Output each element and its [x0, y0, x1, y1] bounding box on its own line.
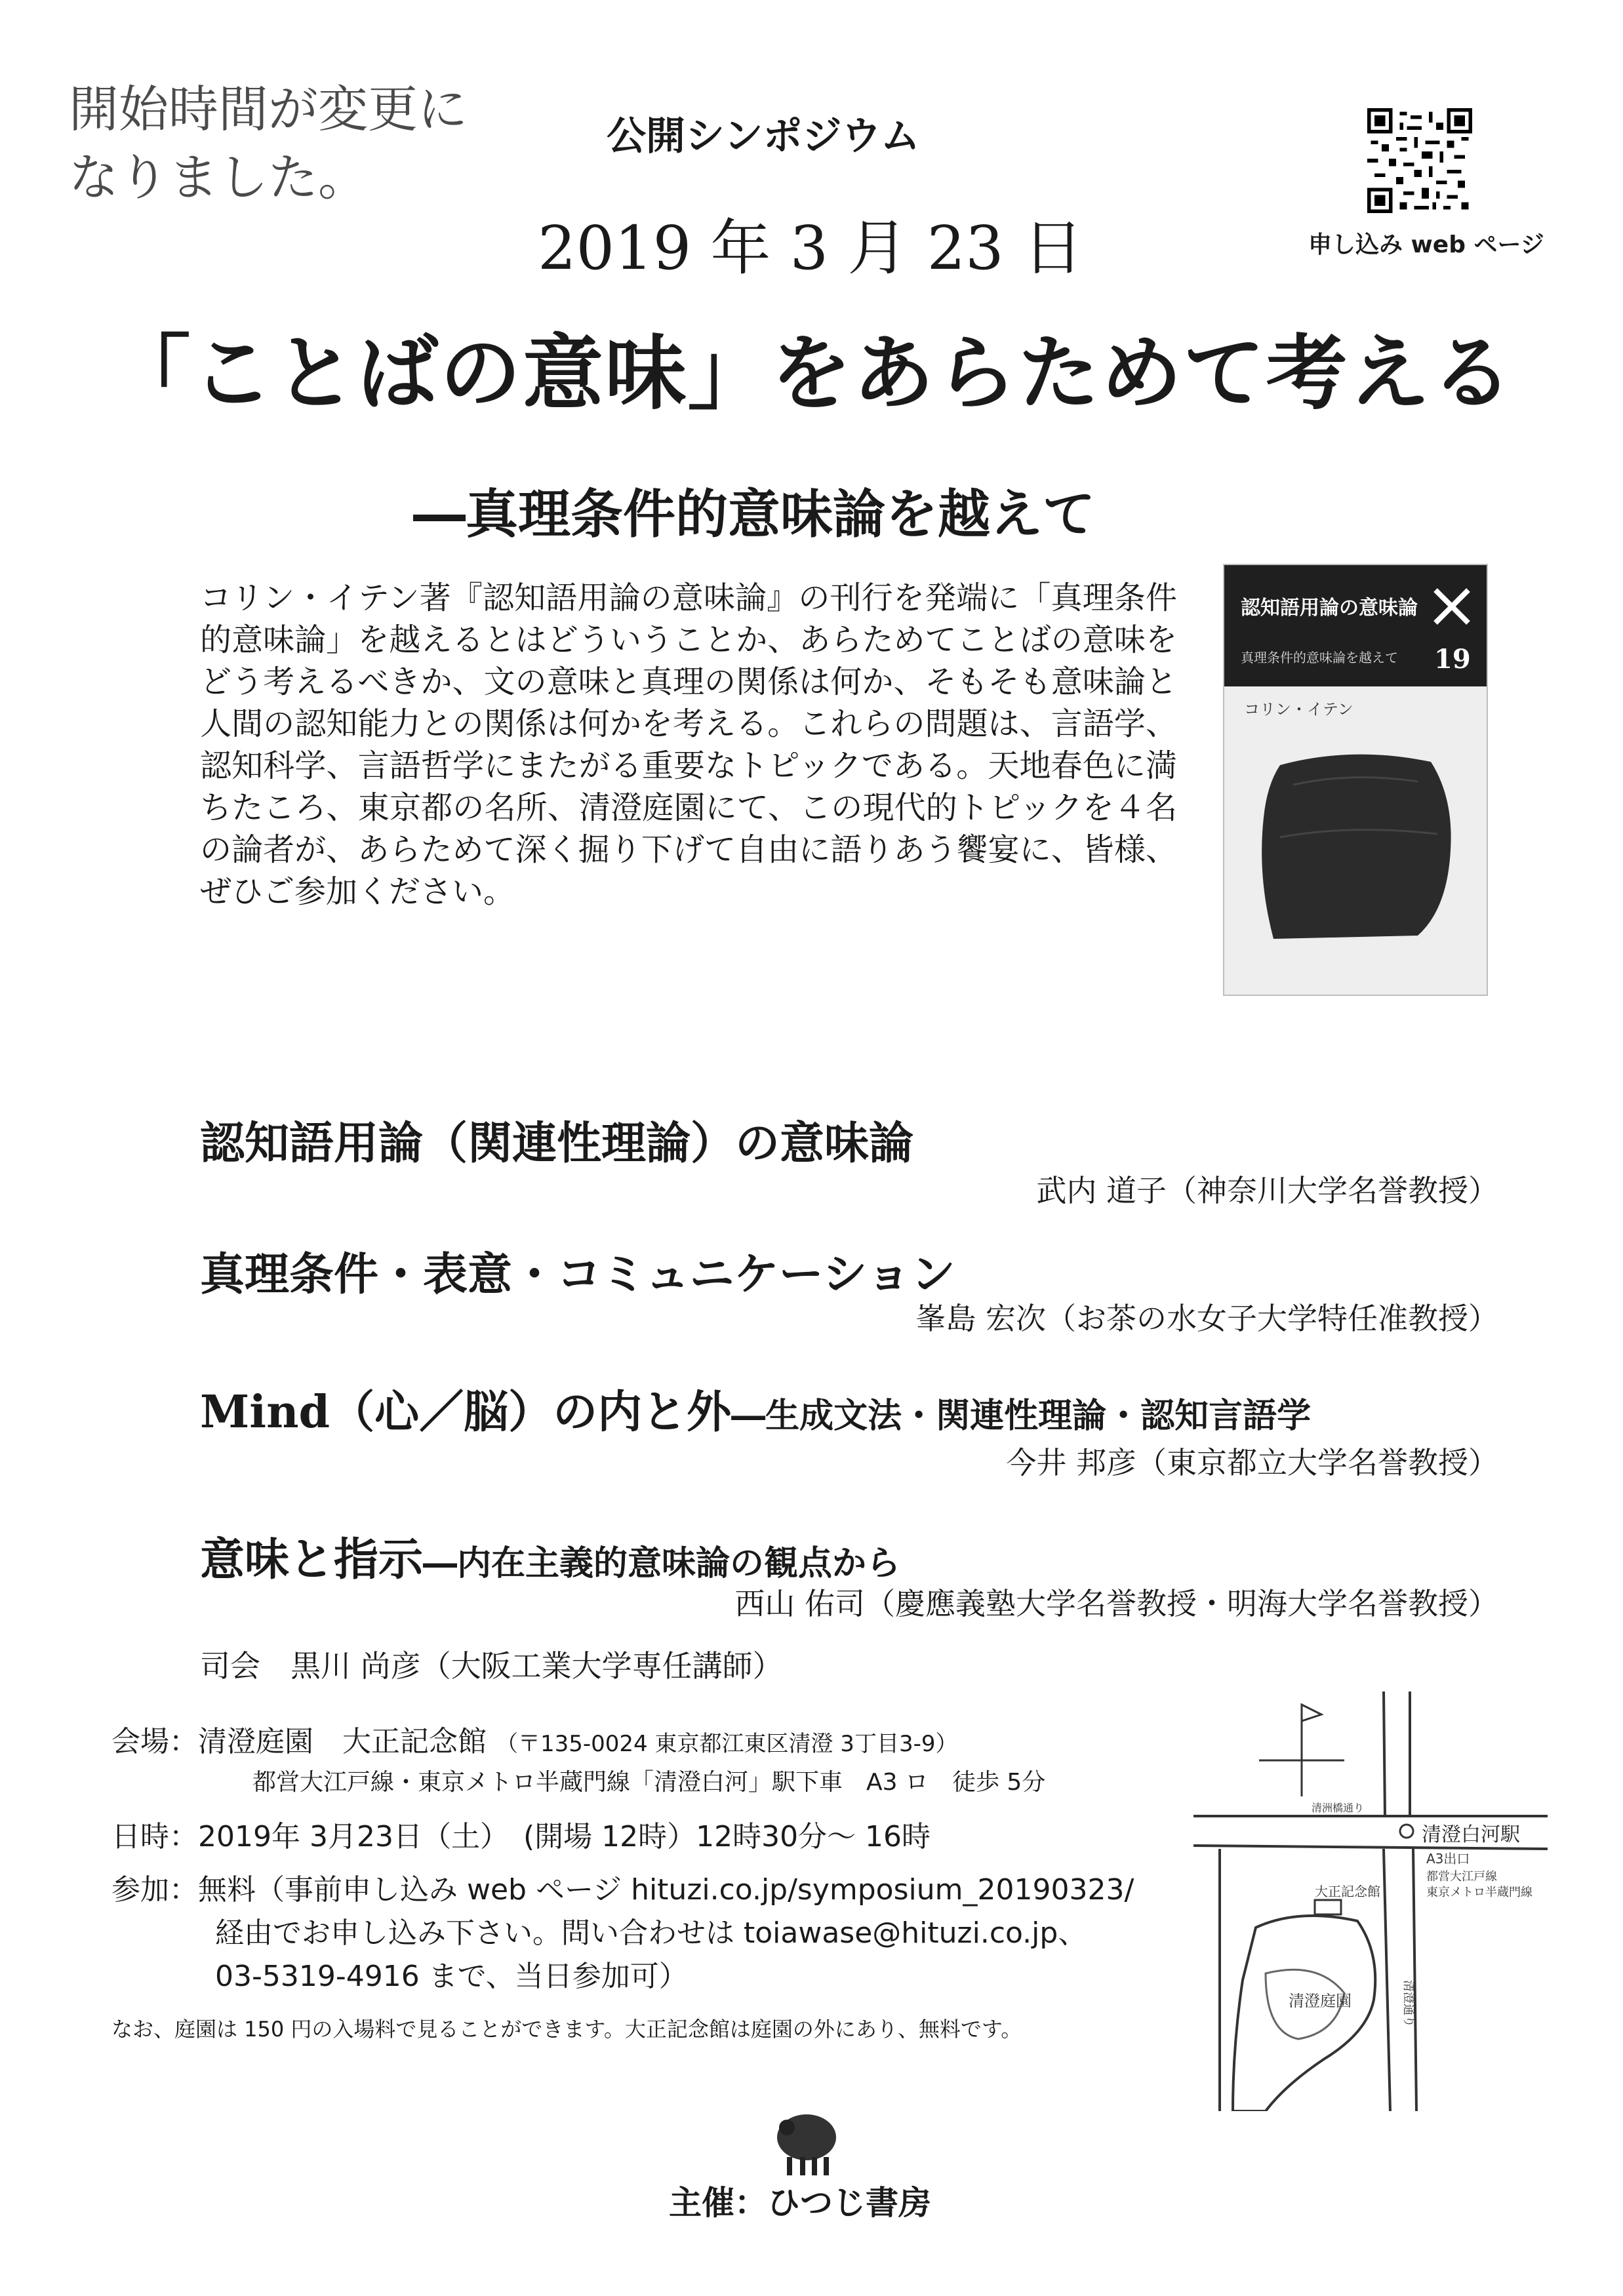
notice-line-2: なりました。 [69, 148, 368, 207]
map-hall-label: 大正記念館 [1315, 1884, 1380, 1899]
footnote: なお、庭園は 150 円の入場料で見ることができます。大正記念館は庭園の外にあり、無料です。 [111, 2017, 1022, 2042]
talk-4-title: 意味と指示 [200, 1534, 424, 1586]
qr-code-icon[interactable] [1367, 108, 1472, 213]
moderator: 司会 黒川 尚彦（大阪工業大学専任講師） [200, 1648, 783, 1684]
map-line1-label: 都営大江戸線 [1426, 1870, 1497, 1884]
talk-2-title: 真理条件・表意・コミュニケーション [200, 1249, 955, 1301]
hall-building [1315, 1900, 1341, 1914]
date-label: 日時： [111, 1820, 198, 1853]
book-subtitle: 真理条件的意味論を越えて [1241, 650, 1398, 665]
join-line-3: 03-5319-4916 まで、当日参加可） [215, 1960, 688, 1993]
event-type: 公開シンポジウム [607, 113, 920, 159]
venue-row [111, 1718, 957, 1760]
garden-area [1233, 1916, 1375, 2111]
map-exit-label: A3出口 [1426, 1851, 1470, 1867]
organizer: 主催：ひつじ書房 [669, 2184, 931, 2222]
intro-paragraph: コリン・イテン著『認知語用論の意味論』の刊行を発端に「真理条件的意味論」を越えるとはどういうことか、あらためてことばの意味をどう考えるべきか、文の意味と真理の関係は何か、そもそも意味論と人間の認知能力との関係は何かを考える。これらの問題は、言語学、認知科学、言語哲学にまたがる重要なトピックである。天地春色に満ちたころ、東京都の名所、清澄庭園にて、この現代的トピックを４名の論者が、あらためて深く掘り下げて自由に語りあう饗宴に、皆様、ぜひご参加ください。 [200, 580, 1177, 910]
book-volume: 19 [1434, 644, 1471, 675]
venue-address: （〒135-0024 東京都江東区清澄 3丁目3-9） [496, 1731, 958, 1757]
talk-2-speaker: 峯島 宏次（お茶の水女子大学特任准教授） [915, 1301, 1498, 1336]
join-line-2[interactable]: 経由でお申し込み下さい。問い合わせは toiawase@hituzi.co.jp、 [215, 1916, 1087, 1950]
map-roads [1193, 1692, 1548, 2111]
talk-1-speaker: 武内 道子（神奈川大学名誉教授） [1036, 1173, 1498, 1208]
notice-line-1: 開始時間が変更に [69, 80, 468, 138]
join-label: 参加： [111, 1873, 198, 1907]
main-title: 「ことばの意味」をあらためて考える [109, 327, 1514, 421]
venue-access: 都営大江戸線・東京メトロ半蔵門線「清澄白河」駅下車 A3 ロ 徒歩 5分 [252, 1769, 1046, 1796]
talk-3-speaker: 今井 邦彦（東京都立大学名誉教授） [1006, 1445, 1498, 1480]
station-exit-marker [1400, 1825, 1413, 1838]
map-garden-label: 清澄庭園 [1289, 1992, 1352, 2010]
talk-4-speaker: 西山 佑司（慶應義塾大学名誉教授・明海大学名誉教授） [734, 1586, 1498, 1621]
qr-label: 申し込み web ページ [1308, 231, 1544, 258]
venue-map [1193, 1692, 1548, 2111]
book-author: コリン・イテン [1244, 700, 1353, 719]
book-title: 認知語用論の意味論 [1241, 597, 1418, 620]
talk-1-title: 認知語用論（関連性理論）の意味論 [200, 1118, 914, 1170]
map-line2-label: 東京メトロ半蔵門線 [1426, 1886, 1533, 1899]
map-station-label: 清澄白河駅 [1422, 1823, 1520, 1846]
map-street2-label: 清澄通り [1401, 1980, 1415, 2027]
book-cover-band [1224, 565, 1487, 686]
map-street1-label: 清洲橋通り [1312, 1802, 1365, 1814]
talk-4-title-row [200, 1524, 900, 1588]
talk-3-title: Mind（心／脳）の内と外 [200, 1386, 732, 1438]
north-arrow-icon [1259, 1705, 1344, 1796]
sub-title: ―真理条件的意味論を越えて [413, 484, 1095, 545]
schedule-change-notice [69, 75, 528, 212]
date-value: 2019年 3月23日（土） (開場 12時）12時30分～ 16時 [198, 1820, 931, 1853]
date-row [111, 1813, 931, 1855]
talk-3-title-row [200, 1377, 1311, 1440]
book-cover [1223, 564, 1488, 996]
talk-4-subtitle: ―内在主義的意味論の観点から [423, 1544, 901, 1583]
series-emblem-icon [1429, 584, 1475, 629]
venue-name: 清澄庭園 大正記念館 [198, 1725, 487, 1758]
participation-block [111, 1869, 1226, 1998]
sheep-logo-icon [767, 2101, 846, 2180]
rosetta-stone-image [1254, 745, 1457, 942]
join-line-1[interactable]: 無料（事前申し込み web ページ hituzi.co.jp/symposium_20190323/ [198, 1873, 1134, 1907]
talk-3-subtitle: ―生成文法・関連性理論・認知言語学 [731, 1396, 1312, 1436]
event-date: 2019 年 3 月 23 日 [538, 213, 1083, 283]
venue-label: 会場： [111, 1725, 198, 1758]
